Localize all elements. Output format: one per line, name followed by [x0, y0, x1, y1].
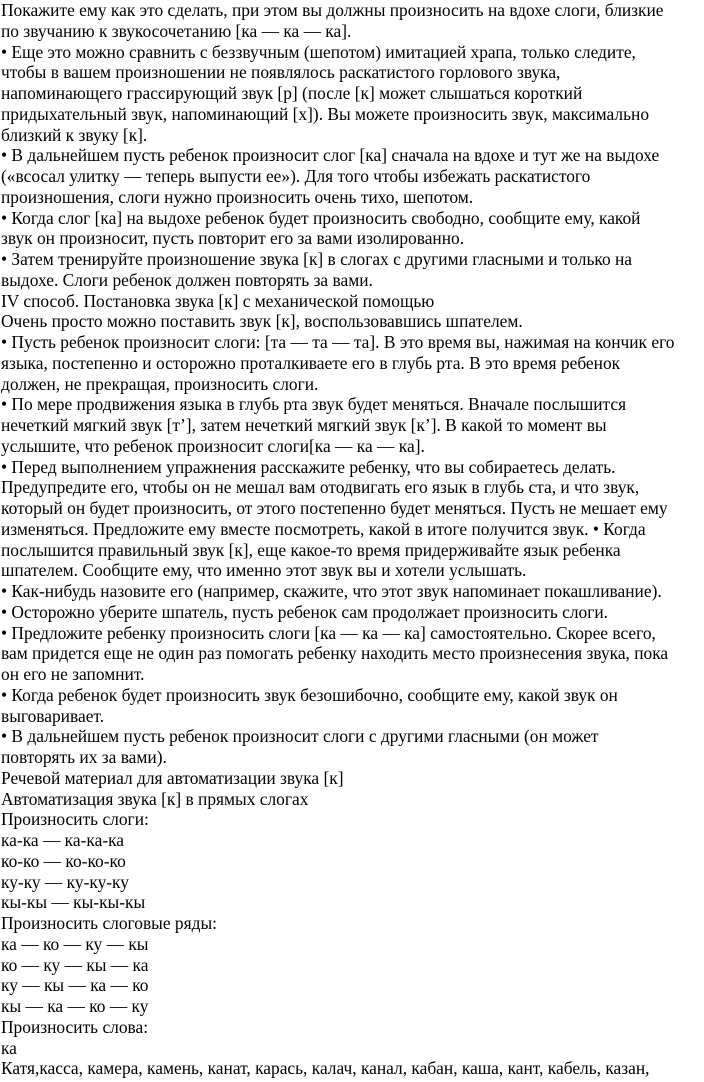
section-heading: Речевой материал для автоматизации звука [к]: [1, 767, 344, 788]
syllable-line: ку — кы — ка — ко: [1, 975, 149, 996]
word-list-line: Катя,касса, камера, камень, канат, карась, калач, канал, кабан, каша, кант, кабель, казан,: [1, 1058, 650, 1079]
text-line: Произносить слоги:: [1, 809, 149, 830]
text-line: • Предложите ребенку произносить слоги [ка — ка — ка] самостоятельно. Скорее всего,: [1, 622, 656, 643]
text-line: напоминающего грассирующий звук [р] (после [к] может слышаться короткий: [1, 83, 583, 103]
text-line: • Перед выполнением упражнения расскажите ребенку, что вы собираетесь делать.: [1, 456, 616, 477]
text-line: вам придется еще не один раз помогать ребенку находить место произнесения звука, пока: [1, 643, 669, 664]
syllable-line: ку-ку — ку-ку-ку: [1, 871, 129, 892]
text-line: звук он произносит, пусть повторит его за вами изолированно.: [1, 228, 465, 249]
text-line: выговаривает.: [1, 705, 105, 726]
section-heading: IV способ. Постановка звука [к] с механической помощью: [1, 290, 435, 311]
text-line: чтобы в вашем произношении не появлялось раскатистого горлового звука,: [1, 62, 561, 83]
text-line: нечеткий мягкий звук [т’], затем нечеткий мягкий звук [к’]. В какой то момент вы: [1, 415, 607, 435]
text-line: по звучанию к звукосочетанию [ка — ка — ка].: [1, 20, 352, 41]
text-line: • По мере продвижения языка в глубь рта звук будет меняться. Вначале послышится: [1, 394, 627, 415]
text-line: близкий к звуку [к].: [1, 124, 148, 145]
text-line: Очень просто можно поставить звук [к], воспользовавшись шпателем.: [1, 311, 523, 332]
text-line: придыхательный звук, напоминающий [х]). Вы можете произносить звук, максимально: [1, 103, 650, 124]
section-heading: Автоматизация звука [к] в прямых слогах: [1, 788, 309, 809]
text-line: • Осторожно уберите шпатель, пусть ребенок сам продолжает произносить слоги.: [1, 601, 608, 622]
text-line: • Еще это можно сравнить с беззвучным (шепотом) имитацией храпа, только следите,: [1, 41, 636, 62]
syllable-line: кы-кы — кы-кы-кы: [1, 892, 146, 913]
text-line: повторять их за вами).: [1, 747, 167, 767]
syllable-line: ка-ка — ка-ка-ка: [1, 830, 124, 850]
text-line: шпателем. Сообщите ему, что именно этот звук вы и хотели услышать.: [1, 560, 527, 581]
text-line: изменяться. Предложите ему вместе посмотреть, какой в итоге получится звук. • Когда: [1, 518, 646, 539]
text-line: должен, не прекращая, произносить слоги.: [1, 373, 319, 394]
text-line: послышится правильный звук [к], еще какое-то время придерживайте язык ребенка: [1, 539, 621, 560]
text-line: он его не запомнит.: [1, 664, 145, 684]
text-line: произношения, слоги нужно произносить очень тихо, шепотом.: [1, 186, 474, 207]
text-line: который он будет произносить, от этого постепенно будет меняться. Пусть не мешает ему: [1, 498, 668, 518]
text-line: Покажите ему как это сделать, при этом вы должны произносить на вдохе слоги, близкие: [1, 0, 664, 20]
text-line: выдохе. Слоги ребенок должен повторять за вами.: [1, 269, 373, 290]
text-line: • В дальнейшем пусть ребенок произносит слог [ка] сначала на вдохе и тут же на выдохе: [1, 145, 660, 166]
text-line: («всосал улитку — теперь выпусти ее»). Для того чтобы избежать раскатистого: [1, 166, 591, 186]
syllable-line: ко-ко — ко-ко-ко: [1, 850, 126, 871]
syllable-line: ка: [1, 1037, 17, 1058]
text-line: • Затем тренируйте произношение звука [к] в слогах с другими гласными и только на: [1, 249, 633, 269]
text-line: Произносить слоговые ряды:: [1, 913, 217, 933]
text-line: • В дальнейшем пусть ребенок произносит слоги с другими гласными (он может: [1, 726, 599, 747]
syllable-line: ка — ко — ку — кы: [1, 933, 149, 954]
syllable-line: ко — ку — кы — ка: [1, 954, 149, 975]
text-line: Произносить слова:: [1, 1016, 149, 1037]
syllable-line: кы — ка — ко — ку: [1, 996, 149, 1016]
text-line: • Когда слог [ка] на выдохе ребенок будет произносить свободно, сообщите ему, какой: [1, 207, 641, 228]
text-line: услышите, что ребенок произносит слоги[ка — ка — ка].: [1, 435, 425, 456]
text-line: • Как-нибудь назовите его (например, скажите, что этот звук напоминает покашливание).: [1, 581, 662, 601]
text-line: • Когда ребенок будет произносить звук безошибочно, сообщите ему, какой звук он: [1, 684, 618, 705]
text-line: языка, постепенно и осторожно проталкиваете его в глубь рта. В это время ребенок: [1, 352, 621, 373]
text-line: • Пусть ребенок произносит слоги: [та — та — та]. В это время вы, нажимая на кончик его: [1, 332, 675, 352]
text-line: Предупредите его, чтобы он не мешал вам отодвигать его язык в глубь ста, и что звук,: [1, 477, 640, 498]
